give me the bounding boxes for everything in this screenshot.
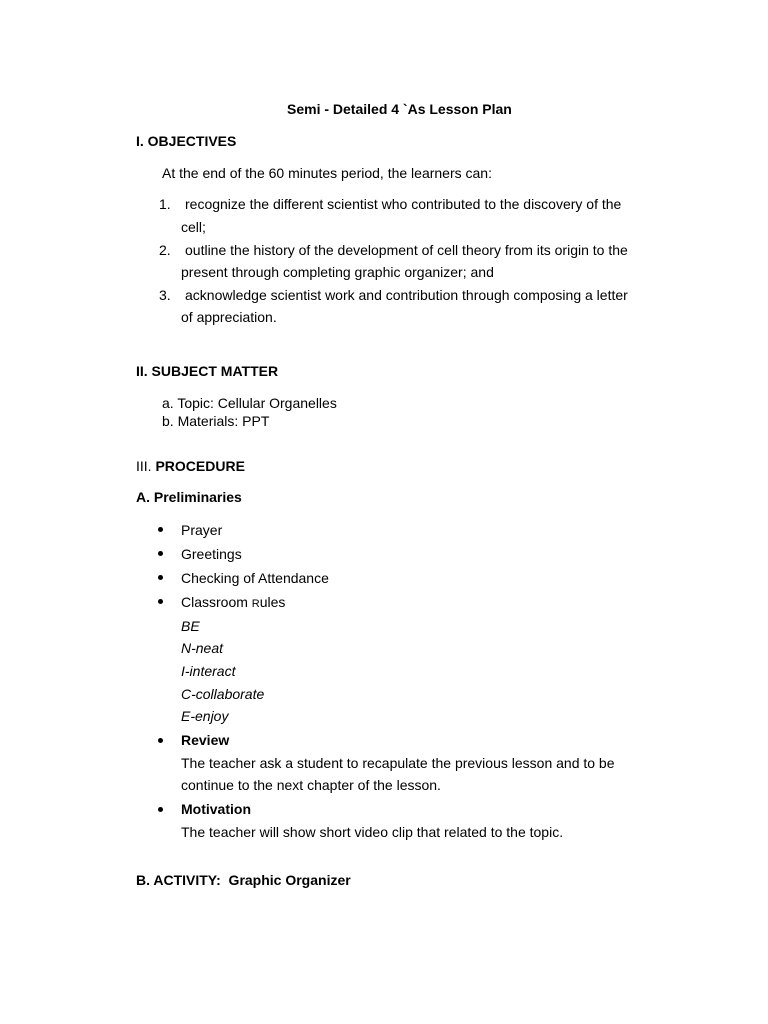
preliminary-item: Prayer xyxy=(181,522,223,538)
rule-item: BE xyxy=(181,618,200,634)
objective-text: acknowledge scientist work and contribution through composing a letter xyxy=(185,287,628,303)
objective-text: outline the history of the development of cell theory from its origin to the xyxy=(185,242,628,258)
objective-text-cont: present through completing graphic organizer; and xyxy=(181,264,494,280)
objective-number: 3. xyxy=(159,287,171,303)
procedure-heading-prefix: III. xyxy=(136,458,152,474)
objectives-intro: At the end of the 60 minutes period, the learners can: xyxy=(162,165,492,181)
classroom-rules-word: Classroom xyxy=(181,594,248,610)
objective-text-cont: cell; xyxy=(181,219,206,235)
bullet-icon xyxy=(158,575,163,580)
preliminary-item: Checking of Attendance xyxy=(181,570,329,586)
preliminaries-heading: A. Preliminaries xyxy=(136,489,242,505)
bullet-icon xyxy=(158,551,163,556)
rule-item: N-neat xyxy=(181,640,224,656)
objective-text: recognize the different scientist who contributed to the discovery of the xyxy=(185,196,622,212)
subject-materials: b. Materials: PPT xyxy=(162,413,270,429)
bullet-icon xyxy=(158,527,163,532)
bullet-icon xyxy=(158,599,163,604)
rules-rest: ules xyxy=(259,594,286,610)
review-text-cont: continue to the next chapter of the lesson. xyxy=(181,777,441,793)
objective-number: 1. xyxy=(159,196,171,212)
rule-item: C-collaborate xyxy=(181,686,265,702)
review-text: The teacher ask a student to recapulate the previous lesson and to be xyxy=(181,755,615,771)
document-title: Semi - Detailed 4 `As Lesson Plan xyxy=(287,101,512,117)
rules-small-cap: R xyxy=(251,598,260,610)
procedure-heading xyxy=(136,458,245,474)
review-label: Review xyxy=(181,732,230,748)
rule-item: I-interact xyxy=(181,663,236,679)
motivation-label: Motivation xyxy=(181,801,251,817)
bullet-icon xyxy=(158,807,163,812)
objective-number: 2. xyxy=(159,242,171,258)
objective-text-cont: of appreciation. xyxy=(181,309,277,325)
subject-matter-heading: II. SUBJECT MATTER xyxy=(136,363,279,379)
procedure-heading-word: PROCEDURE xyxy=(155,458,245,474)
rule-item: E-enjoy xyxy=(181,708,229,724)
motivation-text: The teacher will show short video clip that related to the topic. xyxy=(181,824,564,840)
bullet-icon xyxy=(158,738,163,743)
classroom-rules-label xyxy=(181,594,285,612)
subject-topic: a. Topic: Cellular Organelles xyxy=(162,395,337,411)
objectives-heading: I. OBJECTIVES xyxy=(136,133,237,149)
activity-heading: B. ACTIVITY: Graphic Organizer xyxy=(136,872,351,888)
preliminary-item: Greetings xyxy=(181,546,242,562)
